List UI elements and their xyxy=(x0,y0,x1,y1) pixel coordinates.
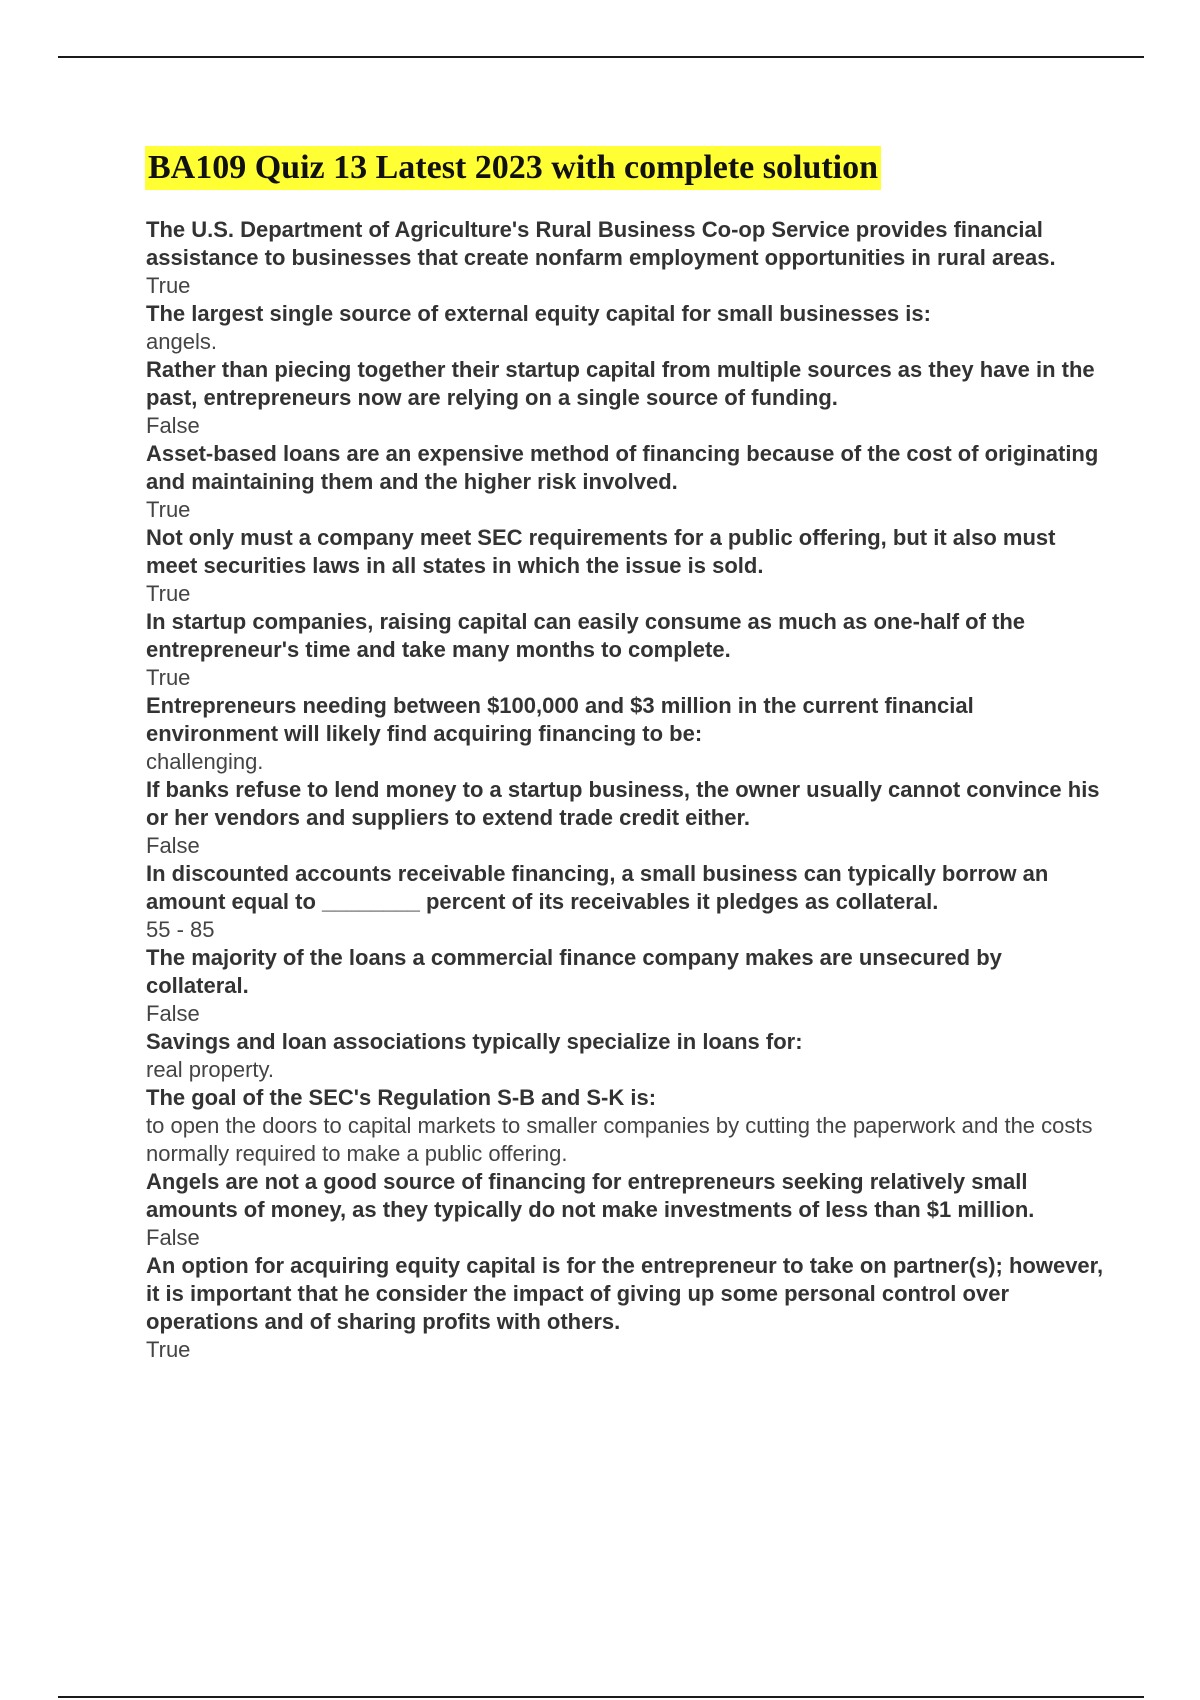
top-rule xyxy=(58,56,1144,58)
answer-text: 55 - 85 xyxy=(146,917,215,942)
qa-item xyxy=(146,524,1106,608)
qa-item xyxy=(146,860,1106,944)
question-text: An option for acquiring equity capital is for the entrepreneur to take on partner(s); however, it is important that he consider the impact of giving up some personal control over operations and of sharing profits with others. xyxy=(146,1253,1104,1334)
qa-item xyxy=(146,1252,1106,1364)
question-text: In discounted accounts receivable financing, a small business can typically borrow an amount equal to ________ percent of its receivables it pledges as collateral. xyxy=(146,861,1049,914)
qa-item xyxy=(146,1168,1106,1252)
answer-text: True xyxy=(146,497,191,522)
answer-text: False xyxy=(146,1225,200,1250)
qa-item xyxy=(146,944,1106,1028)
question-text: The goal of the SEC's Regulation S-B and S-K is: xyxy=(146,1085,657,1110)
question-text: Savings and loan associations typically specialize in loans for: xyxy=(146,1029,803,1054)
answer-text: to open the doors to capital markets to smaller companies by cutting the paperwork and the costs normally required to make a public offering. xyxy=(146,1113,1093,1166)
answer-text: True xyxy=(146,1337,191,1362)
qa-item xyxy=(146,1028,1106,1084)
answer-text: False xyxy=(146,413,200,438)
question-text: The largest single source of external equity capital for small businesses is: xyxy=(146,301,931,326)
question-text: Not only must a company meet SEC requirements for a public offering, but it also must meet securities laws in all states in which the issue is sold. xyxy=(146,525,1056,578)
qa-list xyxy=(146,216,1106,1364)
qa-item xyxy=(146,356,1106,440)
answer-text: challenging. xyxy=(146,749,264,774)
qa-item xyxy=(146,300,1106,356)
question-text: The majority of the loans a commercial finance company makes are unsecured by collateral. xyxy=(146,945,1002,998)
question-text: Asset-based loans are an expensive method of financing because of the cost of originating and maintaining them and the higher risk involved. xyxy=(146,441,1099,494)
question-text: The U.S. Department of Agriculture's Rural Business Co-op Service provides financial assistance to businesses that create nonfarm employment opportunities in rural areas. xyxy=(146,217,1056,270)
title-block xyxy=(145,146,881,190)
qa-item xyxy=(146,1084,1106,1168)
answer-text: True xyxy=(146,581,191,606)
answer-text: real property. xyxy=(146,1057,274,1082)
question-text: In startup companies, raising capital can easily consume as much as one-half of the entrepreneur's time and take many months to complete. xyxy=(146,609,1026,662)
question-text: Angels are not a good source of financing for entrepreneurs seeking relatively small amounts of money, as they typically do not make investments of less than $1 million. xyxy=(146,1169,1035,1222)
question-text: Rather than piecing together their startup capital from multiple sources as they have in the past, entrepreneurs now are relying on a single source of funding. xyxy=(146,357,1095,410)
bottom-rule xyxy=(58,1696,1144,1698)
qa-item xyxy=(146,692,1106,776)
qa-item xyxy=(146,216,1106,300)
answer-text: False xyxy=(146,833,200,858)
answer-text: False xyxy=(146,1001,200,1026)
question-text: If banks refuse to lend money to a startup business, the owner usually cannot convince his or her vendors and suppliers to extend trade credit either. xyxy=(146,777,1100,830)
answer-text: angels. xyxy=(146,329,217,354)
document-title: BA109 Quiz 13 Latest 2023 with complete solution xyxy=(145,146,881,190)
qa-item xyxy=(146,608,1106,692)
qa-item xyxy=(146,440,1106,524)
qa-item xyxy=(146,776,1106,860)
question-text: Entrepreneurs needing between $100,000 and $3 million in the current financial environment will likely find acquiring financing to be: xyxy=(146,693,974,746)
answer-text: True xyxy=(146,273,191,298)
answer-text: True xyxy=(146,665,191,690)
